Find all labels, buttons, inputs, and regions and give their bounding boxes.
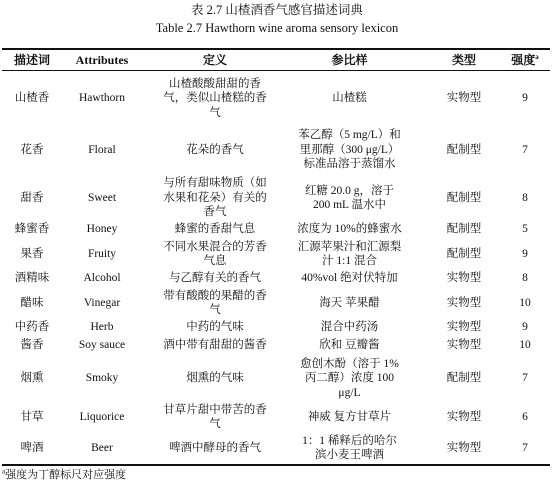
reference-cell-line: 红糖 20.0 g，溶于	[304, 184, 395, 197]
reference-cell-line: 标准品溶于蒸馏水	[303, 158, 396, 171]
intensity-cell: 5	[522, 223, 528, 236]
intensity-cell: 7	[522, 143, 528, 156]
reference-cell-line: 混合中药汤	[320, 321, 379, 334]
reference-cell-line: 山楂糕	[332, 92, 367, 105]
descriptor-cell: 花香	[20, 143, 44, 156]
descriptor-cell: 果香	[20, 247, 44, 260]
table-header-rule	[2, 70, 550, 71]
intensity-cell: 9	[522, 92, 528, 105]
descriptor-cell: 醋味	[20, 296, 44, 309]
type-cell: 实物型	[446, 410, 482, 423]
definition-cell-line: 气	[209, 304, 221, 316]
type-cell: 实物型	[446, 272, 482, 285]
table-row	[0, 270, 554, 287]
intensity-cell: 8	[522, 191, 528, 204]
attribute-cell: Sweet	[87, 191, 117, 204]
definition-cell-line: 气，类似山楂糕的香	[163, 92, 267, 105]
reference-cell-line: 欣和 豆瓣酱	[319, 339, 380, 352]
definition-cell-line: 酒中带有甜甜的酱香	[163, 339, 267, 352]
table-row	[0, 319, 554, 336]
definition-cell-line: 中药的气味	[186, 321, 244, 334]
definition-cell-line: 不同水果混合的芳香	[163, 240, 267, 253]
reference-cell	[283, 432, 416, 464]
definition-cell	[145, 287, 285, 319]
intensity-cell: 8	[522, 272, 528, 285]
intensity-cell: 9	[522, 247, 528, 260]
reference-cell	[283, 287, 416, 319]
header-type: 类型	[451, 53, 476, 67]
definition-cell-line: 山楂酸酸甜甜的香	[169, 77, 261, 90]
type-cell: 实物型	[446, 321, 482, 334]
descriptor-cell: 中药香	[14, 321, 50, 334]
definition-cell	[145, 319, 285, 336]
definition-cell-line: 气	[209, 418, 221, 430]
header-attributes: Attributes	[75, 53, 129, 67]
header-descriptor: 描述词	[13, 53, 50, 67]
definition-cell-line: 气息	[203, 255, 227, 267]
table-row	[0, 402, 554, 432]
intensity-cell: 10	[519, 296, 531, 309]
table-row	[0, 72, 554, 125]
definition-cell	[145, 238, 285, 270]
definition-cell	[145, 221, 285, 238]
reference-cell	[283, 270, 416, 287]
reference-cell	[283, 402, 416, 432]
table-row	[0, 175, 554, 221]
table-top-rule	[2, 48, 550, 50]
attribute-cell: Floral	[88, 143, 116, 156]
definition-cell-line: 与乙醇有关的香气	[169, 272, 261, 285]
definition-cell	[145, 355, 285, 402]
intensity-cell: 6	[522, 410, 528, 423]
definition-cell-line: 水果和花朵）有关的	[163, 191, 267, 204]
attribute-cell: Beer	[91, 441, 113, 454]
attribute-cell: Honey	[86, 223, 118, 236]
descriptor-cell: 烟熏	[20, 372, 44, 385]
descriptor-cell: 酒精味	[14, 272, 50, 285]
table-row	[0, 336, 554, 355]
reference-cell-line: 滨小麦王啤酒	[315, 449, 384, 461]
type-cell: 实物型	[446, 441, 482, 454]
footnote-mark: a	[2, 467, 6, 476]
reference-cell-line: 神威 复方甘草片	[307, 410, 392, 423]
reference-cell-line: 1：1 稀释后的哈尔	[302, 434, 397, 447]
reference-cell	[283, 238, 416, 270]
type-cell: 配制型	[446, 372, 482, 385]
definition-cell-line: 气	[209, 106, 221, 119]
definition-cell	[145, 72, 285, 125]
attribute-cell: Alcohol	[83, 272, 121, 285]
header-intensity-footnote-mark: a	[535, 53, 539, 61]
descriptor-cell: 甜香	[20, 191, 44, 204]
reference-cell-line: 海天 苹果醋	[319, 296, 380, 309]
type-cell: 实物型	[446, 92, 482, 105]
table-row	[0, 125, 554, 175]
definition-cell-line: 烟熏的气味	[186, 372, 244, 385]
table-bottom-rule	[2, 464, 550, 466]
reference-cell-line: 汁 1:1 混合	[322, 255, 377, 267]
attribute-cell: Hawthorn	[79, 92, 125, 105]
reference-cell-line: 苯乙醇（5 mg/L）和	[298, 129, 401, 142]
definition-cell-line: 带有酸酸的果醋的香	[163, 289, 267, 302]
attribute-cell: Herb	[90, 321, 114, 334]
intensity-cell: 9	[522, 321, 528, 334]
definition-cell	[145, 432, 285, 464]
reference-cell-line: 200 mL 温水中	[312, 199, 387, 211]
intensity-cell: 10	[519, 339, 531, 352]
descriptor-cell: 啤酒	[20, 441, 44, 454]
descriptor-cell: 甘草	[20, 410, 44, 423]
attribute-cell: Liquorice	[79, 410, 125, 423]
intensity-cell: 7	[522, 441, 528, 454]
attribute-cell: Fruity	[87, 247, 117, 260]
footnote-text: 强度为丁醇标尺对应强度	[5, 469, 127, 481]
reference-cell-line: μg/L	[338, 386, 361, 399]
reference-cell-line: 里那醇（300 μg/L）	[299, 143, 400, 156]
reference-cell	[283, 125, 416, 175]
definition-cell-line: 啤酒中酵母的香气	[169, 441, 261, 454]
reference-cell	[283, 175, 416, 221]
type-cell: 配制型	[446, 223, 482, 236]
reference-cell-line: 丙二醇）浓度 100	[304, 372, 395, 385]
definition-cell-line: 蜂蜜的香甜气息	[174, 223, 256, 236]
definition-cell	[145, 125, 285, 175]
definition-cell	[145, 336, 285, 355]
definition-cell-line: 与所有甜味物质（如	[163, 177, 267, 190]
type-cell: 实物型	[446, 339, 482, 352]
reference-cell-line: 40%vol 绝对伏特加	[301, 272, 398, 285]
reference-cell	[283, 355, 416, 402]
attribute-cell: Vinegar	[83, 296, 121, 309]
header-definition: 定义	[202, 53, 227, 67]
table-row	[0, 287, 554, 319]
reference-cell-line: 浓度为 10%的蜂蜜水	[297, 223, 402, 236]
reference-cell	[283, 221, 416, 238]
definition-cell-line: 甘草片甜中带苦的香	[163, 403, 267, 416]
type-cell: 实物型	[446, 296, 482, 309]
table-row	[0, 238, 554, 270]
table-row	[0, 432, 554, 464]
definition-cell	[145, 175, 285, 221]
reference-cell-line: 愈创木酚（溶于 1%	[300, 357, 399, 370]
header-intensity: 强度$^a$	[511, 53, 539, 67]
reference-cell-line: 汇源苹果汁和汇源梨	[297, 240, 402, 253]
definition-cell-line: 香气	[203, 206, 227, 219]
table-footnote	[2, 468, 126, 482]
reference-cell	[283, 336, 416, 355]
type-cell: 配制型	[446, 143, 482, 156]
type-cell: 配制型	[446, 191, 482, 204]
attribute-cell: Soy sauce	[78, 339, 126, 352]
definition-cell	[145, 270, 285, 287]
table-caption-chinese: 表 2.7 山楂酒香气感官描述词典	[191, 3, 363, 17]
header-reference: 参比样	[331, 53, 368, 67]
table-row	[0, 355, 554, 402]
descriptor-cell: 蜂蜜香	[14, 223, 50, 236]
descriptor-cell: 山楂香	[14, 92, 50, 105]
table-caption-english: Table 2.7 Hawthorn wine aroma sensory lexicon	[155, 21, 399, 35]
attribute-cell: Smoky	[85, 372, 119, 385]
reference-cell	[283, 319, 416, 336]
reference-cell	[283, 72, 416, 125]
definition-cell-line: 花朵的香气	[186, 143, 244, 156]
definition-cell	[145, 402, 285, 432]
descriptor-cell: 酱香	[20, 339, 44, 352]
table-row	[0, 221, 554, 238]
type-cell: 配制型	[446, 247, 482, 260]
intensity-cell: 7	[522, 372, 528, 385]
